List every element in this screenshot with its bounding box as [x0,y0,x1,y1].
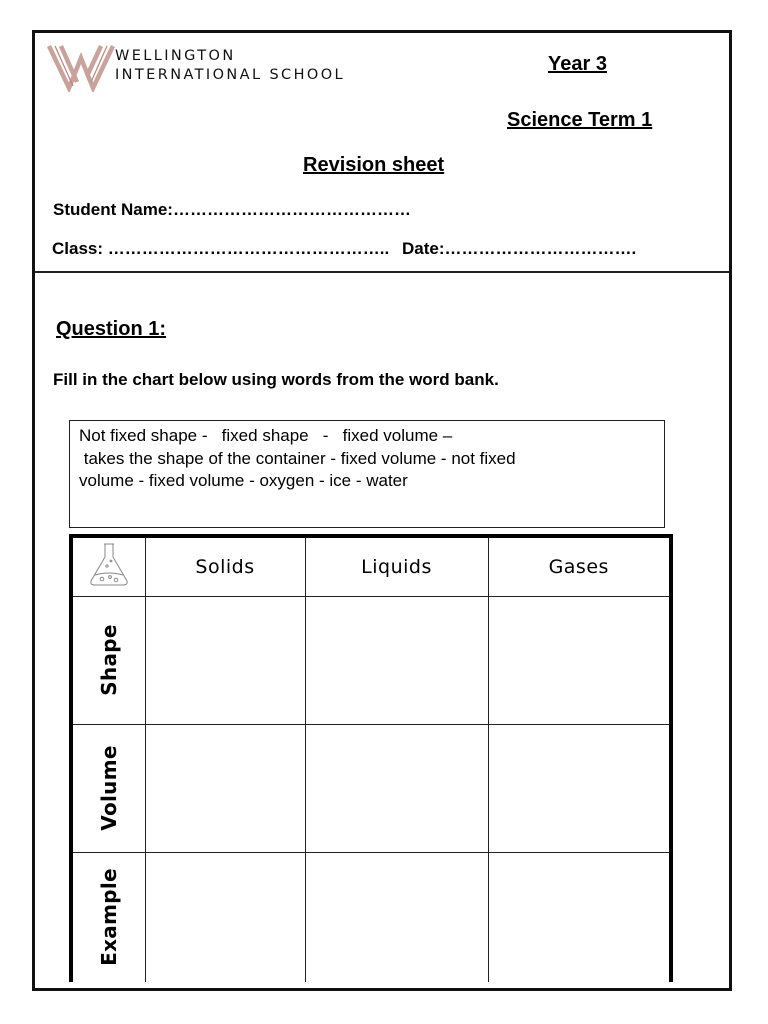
row-header-label: Volume [96,745,121,831]
word-bank-line: volume - fixed volume - oxygen - ice - water [79,471,408,490]
question-instruction: Fill in the chart below using words from the word bank. [53,370,499,389]
column-header-liquids: Liquids [305,536,488,596]
header-divider [35,271,729,273]
answer-cell-solids-shape[interactable] [145,596,305,724]
year-label: Year 3 [548,53,607,75]
term-label: Science Term 1 [507,109,653,131]
class-field[interactable]: Class: ………………………………………….. [52,239,390,258]
flask-icon-cell [71,536,145,596]
answer-cell-solids-volume[interactable] [145,724,305,852]
answer-cell-liquids-example[interactable] [305,852,488,982]
row-header-volume [71,724,145,852]
answer-cell-gases-shape[interactable] [488,596,671,724]
row-header-example [71,852,145,982]
answer-cell-gases-volume[interactable] [488,724,671,852]
page-frame [32,30,732,991]
row-header-shape [71,596,145,724]
student-name-field[interactable]: Student Name:…………………………………… [53,200,411,219]
answer-cell-gases-example[interactable] [488,852,671,982]
flask-icon [86,539,132,589]
row-header-label: Shape [96,624,121,696]
states-of-matter-chart [69,534,673,982]
word-bank-line: takes the shape of the container - fixed volume - not fixed [79,448,516,468]
date-field[interactable]: Date:……………………………. [402,239,637,258]
answer-cell-liquids-volume[interactable] [305,724,488,852]
word-bank [69,420,665,528]
answer-cell-solids-example[interactable] [145,852,305,982]
sheet-title: Revision sheet [303,154,445,176]
word-bank-line: Not fixed shape - fixed shape - fixed volume – [79,426,453,445]
school-name-line1: WELLINGTON [115,48,236,64]
column-header-gases: Gases [488,536,671,596]
answer-cell-liquids-shape[interactable] [305,596,488,724]
school-name-line2: INTERNATIONAL SCHOOL [115,67,345,83]
row-header-label: Example [96,868,121,967]
column-header-solids: Solids [145,536,305,596]
school-name [115,47,345,85]
school-logo-icon [47,42,117,92]
question-title: Question 1: [56,318,167,340]
